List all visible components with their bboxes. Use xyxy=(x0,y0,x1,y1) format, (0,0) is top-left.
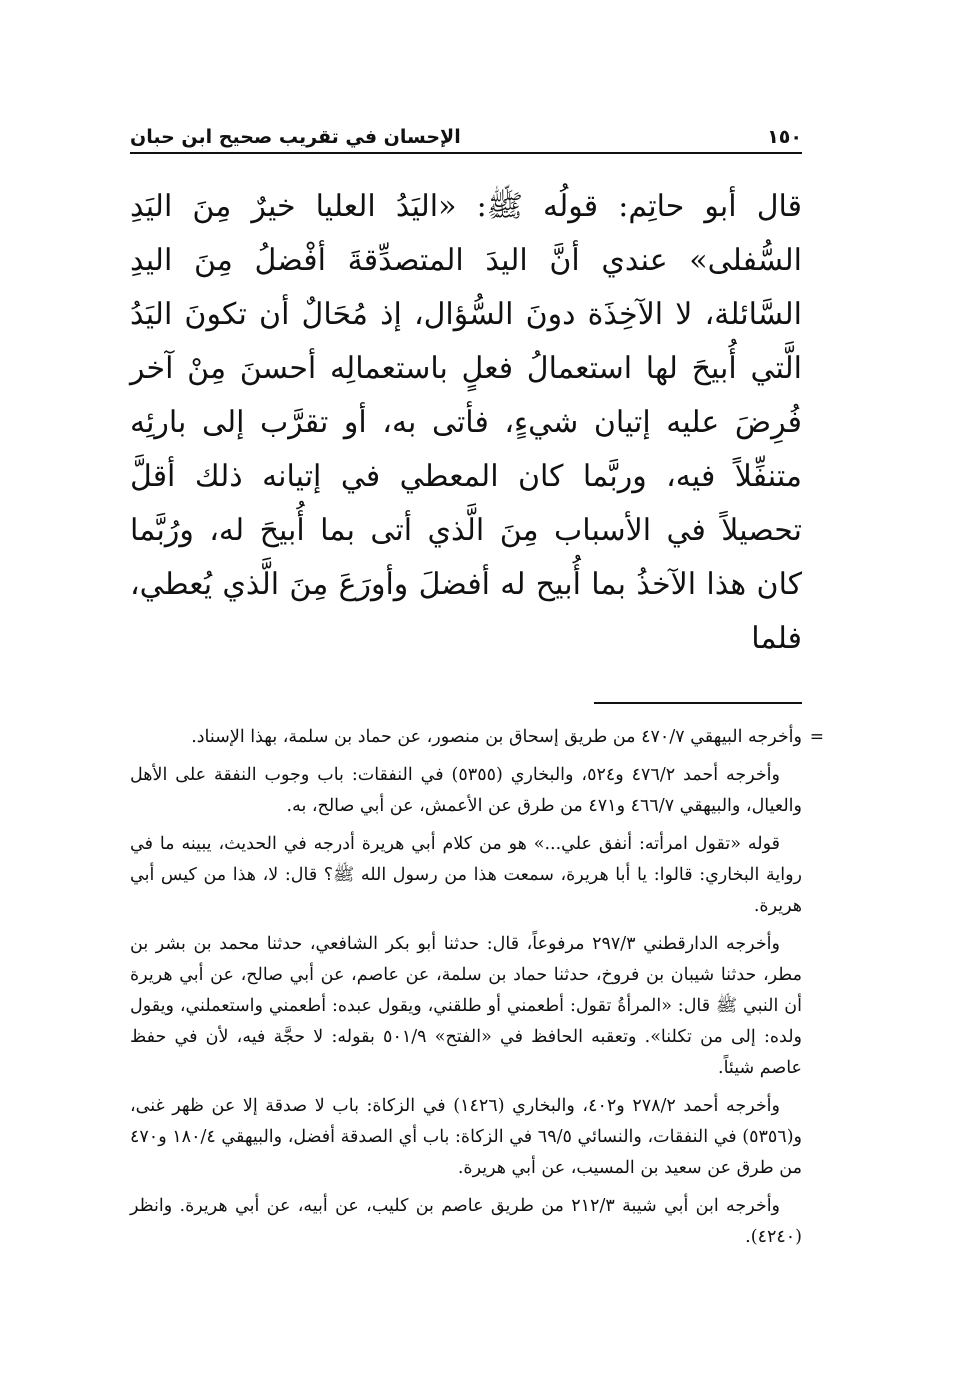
footnote: وأخرجه أحمد ٤٧٦/٢ و٥٢٤، والبخاري (٥٣٥٥) في النفقات: باب وجوب النفقة على الأهل والعيال، والبيهقي ٤٦٦/٧ و٤٧١ من طرق عن الأعمش، عن أبي صالح، به. xyxy=(130,765,802,816)
footnotes xyxy=(130,722,824,1253)
book-page xyxy=(130,118,824,1260)
running-title: الإحسان في تقريب صحيح ابن حبان xyxy=(130,126,461,148)
page-number: ١٥٠ xyxy=(767,126,802,148)
header-rule xyxy=(130,152,802,154)
page-header xyxy=(130,118,802,148)
footnote: وأخرجه الدارقطني ٢٩٧/٣ مرفوعاً، قال: حدثنا أبو بكر الشافعي، حدثنا محمد بن بشر بن مطر، حدثنا شيبان بن فروخ، حدثنا حماد بن سلمة، عن عاصم، عن أبي صالح، عن أبي هريرة أن النبي ﷺ قال: «المرأةُ تقول: أطعمني أو طلقني، ويقول عبده: أطعمني واستعملني، ويقول ولده: إلى من تكلنا». وتعقبه الحافظ في «الفتح» ٥٠١/٩ بقوله: لا حجَّة فيه، لأن في حفظ عاصم شيئاً. xyxy=(130,934,802,1078)
main-text xyxy=(130,180,802,666)
footnote: وأخرجه ابن أبي شيبة ٢١٢/٣ من طريق عاصم بن كليب، عن أبيه، عن أبي هريرة. وانظر (٤٢٤٠). xyxy=(130,1196,802,1247)
footnote-divider xyxy=(594,702,802,704)
continuation-mark: = xyxy=(809,727,824,747)
footnote: وأخرجه البيهقي ٤٧٠/٧ من طريق إسحاق بن منصور، عن حماد بن سلمة، بهذا الإسناد. xyxy=(191,727,802,747)
footnote: قوله «تقول امرأته: أنفق علي...» هو من كلام أبي هريرة أدرجه في الحديث، يبينه ما في رواية البخاري: قالوا: يا أبا هريرة، سمعت هذا من رسول الله ﷺ؟ قال: لا، هذا من كيس أبي هريرة. xyxy=(130,834,802,916)
main-paragraph: قال أبو حاتِم: قولُه ﷺ: «اليَدُ العليا خيرٌ مِنَ اليَدِ السُّفلى» عندي أنَّ اليدَ المتصدِّقةَ أفْضلُ مِنَ اليدِ السَّائلة، لا الآخِذَة دونَ السُّؤال، إذ مُحَالٌ أن تكونَ اليَدُ الَّتي أُبيحَ لها استعمالُ فعلٍ باستعمالِه أحسنَ مِنْ آخر فُرِضَ عليه إتيان شيءٍ، فأتى به، أو تقرَّب إلى بارئِه متنفِّلاً فيه، وربَّما كان المعطي في إتيانه ذلك أقلَّ تحصيلاً في الأسباب مِنَ الَّذي أتى بما أُبيحَ له، ورُبَّما كان هذا الآخذُ بما أُبيح له أفضلَ وأورَعَ مِنَ الَّذي يُعطي، فلما xyxy=(130,189,803,656)
footnote: وأخرجه أحمد ٢٧٨/٢ و٤٠٢، والبخاري (١٤٢٦) في الزكاة: باب لا صدقة إلا عن ظهر غنى، و(٥٣٥٦) في النفقات، والنسائي ٦٩/٥ في الزكاة: باب أي الصدقة أفضل، والبيهقي ١٨٠/٤ و٤٧٠ من طرق عن سعيد بن المسيب، عن أبي هريرة. xyxy=(130,1096,802,1178)
